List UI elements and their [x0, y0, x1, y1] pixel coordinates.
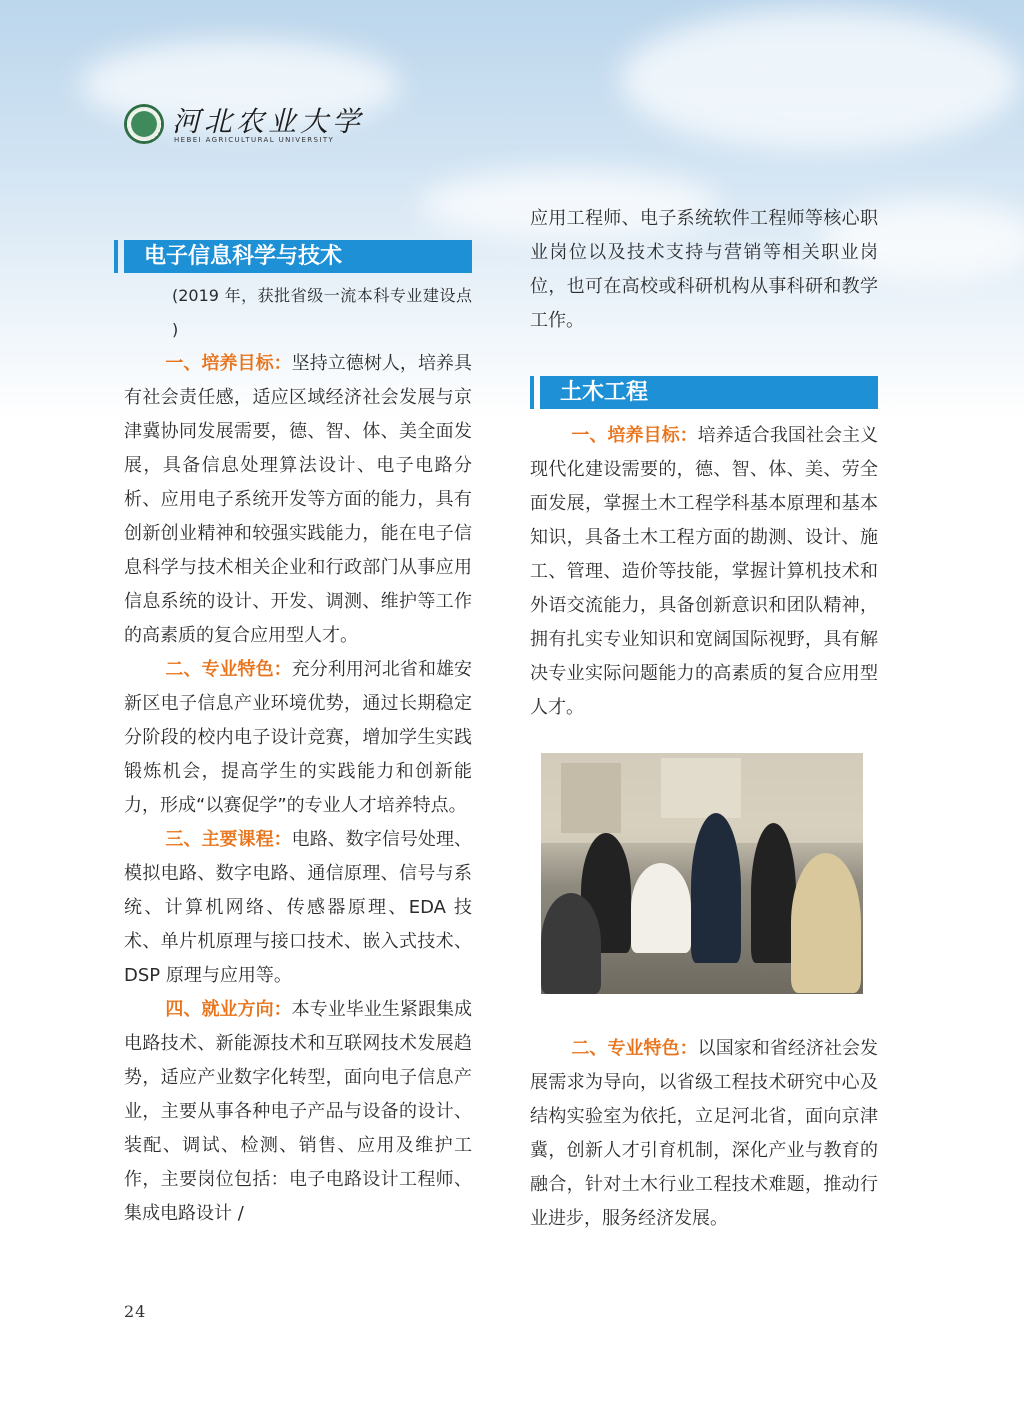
paragraph-text: 电路、数字信号处理、模拟电路、数字电路、通信原理、信号与系统、计算机网络、传感器原理、EDA 技术、单片机原理与接口技术、嵌入式技术、DSP 原理与应用等。: [124, 829, 473, 986]
section-title: 电子信息科学与技术: [144, 244, 343, 269]
paragraph-text: 培养适合我国社会主义现代化建设需要的，德、智、体、美、劳全面发展，掌握土木工程学科基本原理和基本知识，具备土木工程方面的勘测、设计、施工、管理、造价等技能，掌握计算机技术和外语交流能力，具备创新意识和团队精神，拥有扎实专业知识和宽阔国际视野，具有解决专业实际问题能力的高素质的复合应用型人才。: [530, 425, 879, 718]
logo-name-en: HEBEI AGRICULTURAL UNIVERSITY: [174, 136, 335, 144]
paragraph-lead: 一、培养目标：: [165, 353, 292, 374]
section-header-electronic-info: [124, 240, 472, 273]
page-number: 24: [124, 1302, 147, 1321]
paragraph-goal: [530, 419, 878, 725]
logo-name-cn: 河北农业大学: [172, 105, 365, 138]
paragraph-lead: 四、就业方向：: [165, 999, 292, 1020]
continuation-text: 应用工程师、电子系统软件工程师等核心职业岗位以及技术支持与营销等相关职业岗位，也可在高校或科研机构从事科研和教学工作。: [530, 208, 878, 331]
paragraph-courses: [124, 823, 472, 993]
paragraph-career: [124, 993, 472, 1231]
paragraph-text: 坚持立德树人，培养具有社会责任感，适应区域经济社会发展与京津冀协同发展需要，德、智、体、美全面发展，具备信息处理算法设计、电子电路分析、应用电子系统开发等方面的能力，具有创新创业精神和较强实践能力，能在电子信息科学与技术相关企业和行政部门从事应用信息系统的设计、开发、调测、维护等工作的高素质的复合应用型人才。: [124, 353, 473, 646]
section-title: 土木工程: [560, 380, 649, 405]
paragraph-feature: [124, 653, 472, 823]
right-column-continuation: [530, 202, 878, 338]
paragraph-lead: 二、专业特色：: [165, 659, 292, 680]
field-trip-photo: [541, 753, 863, 994]
paragraph-feature: [530, 1032, 878, 1236]
paragraph-text: 本专业毕业生紧跟集成电路技术、新能源技术和互联网技术发展趋势，适应产业数字化转型，面向电子信息产业，主要从事各种电子产品与设备的设计、装配、调试、检测、销售、应用及维护工作，主要岗位包括：电子电路设计工程师、集成电路设计 /: [124, 999, 473, 1224]
right-column-civil: [530, 376, 878, 725]
cloud: [620, 10, 1020, 150]
section-subtitle: (2019 年，获批省级一流本科专业建设点 ): [172, 286, 472, 339]
paragraph-lead: 三、主要课程：: [165, 829, 292, 850]
university-logo: [124, 104, 384, 152]
paragraph-text: 充分利用河北省和雄安新区电子信息产业环境优势，通过长期稳定分阶段的校内电子设计竞赛，增加学生实践锻炼机会，提高学生的实践能力和创新能力，形成“以赛促学”的专业人才培养特点。: [124, 659, 473, 816]
left-column: [124, 240, 472, 1231]
paragraph-text: 以国家和省经济社会发展需求为导向，以省级工程技术研究中心及结构实验室为依托，立足河北省，面向京津冀，创新人才引育机制，深化产业与教育的融合，针对土木行业工程技术难题，推动行业进步，服务经济发展。: [530, 1038, 879, 1229]
paragraph-lead: 二、专业特色：: [571, 1038, 698, 1059]
paragraph-goal: [124, 347, 472, 653]
university-seal-icon: [124, 104, 164, 144]
paragraph-lead: 一、培养目标：: [571, 425, 698, 446]
right-column-civil-feature: [530, 1032, 878, 1236]
section-header-civil-engineering: [540, 376, 878, 409]
